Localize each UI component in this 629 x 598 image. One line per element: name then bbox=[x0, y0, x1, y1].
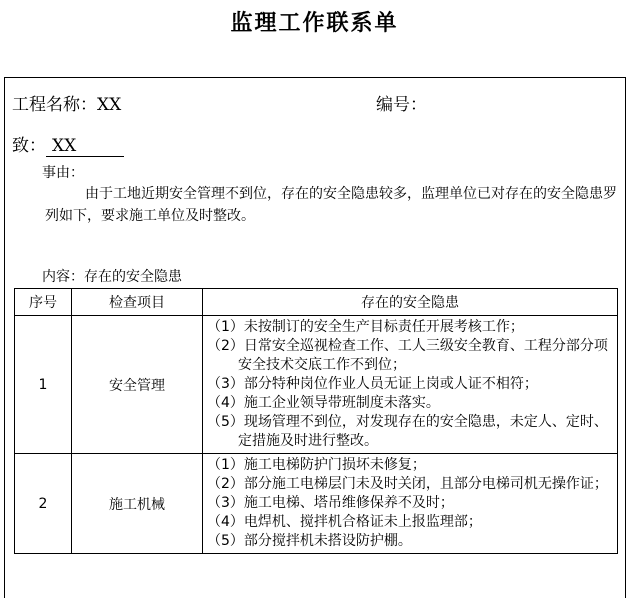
project-value: XX bbox=[97, 95, 122, 115]
row-seq: 2 bbox=[15, 454, 72, 554]
issue-item: （5）部分搅拌机未搭设防护棚。 bbox=[207, 533, 412, 549]
table-row bbox=[15, 316, 618, 454]
table-header-row bbox=[15, 289, 618, 316]
number-row bbox=[376, 90, 427, 115]
issue-item: （1）施工电梯防护门损坏未修复； bbox=[207, 457, 426, 473]
row-issues bbox=[203, 316, 618, 454]
to-value: XX bbox=[46, 136, 124, 157]
number-label: 编号： bbox=[376, 95, 427, 115]
reason-text: 由于工地近期安全管理不到位，存在的安全隐患较多，监理单位已对存在的安全隐患罗列如下，要求施工单位及时整改。 bbox=[45, 186, 617, 224]
header-seq: 序号 bbox=[15, 289, 72, 316]
project-row bbox=[12, 90, 121, 115]
hazard-table bbox=[14, 288, 618, 554]
to-label: 致： bbox=[12, 136, 46, 156]
content-label: 内容：存在的安全隐患 bbox=[42, 269, 182, 285]
header-item: 检查项目 bbox=[72, 289, 203, 316]
issue-item: （1）未按制订的安全生产目标责任开展考核工作； bbox=[207, 319, 524, 335]
issue-item: （2）日常安全巡视检查工作、工人三级安全教育、工程分部分项安全技术交底工作不到位； bbox=[207, 338, 608, 373]
row-seq: 1 bbox=[15, 316, 72, 454]
document-title: 监理工作联系单 bbox=[230, 10, 399, 36]
reason-label: 事由： bbox=[42, 165, 84, 181]
issue-item: （3）施工电梯、塔吊维修保养不及时； bbox=[207, 495, 454, 511]
issue-item: （4）电焊机、搅拌机合格证未上报监理部； bbox=[207, 514, 482, 530]
header-issues: 存在的安全隐患 bbox=[203, 289, 618, 316]
issue-item: （4）施工企业领导带班制度未落实。 bbox=[207, 395, 440, 411]
to-row bbox=[12, 131, 124, 157]
issue-item: （2）部分施工电梯层门未及时关闭，且部分电梯司机无操作证； bbox=[207, 476, 608, 492]
issue-item: （3）部分特种岗位作业人员无证上岗或人证不相符； bbox=[207, 376, 538, 392]
row-issues bbox=[203, 454, 618, 554]
project-label: 工程名称： bbox=[12, 95, 97, 115]
issue-item: （5）现场管理不到位，对发现存在的安全隐患，未定人、定时、定措施及时进行整改。 bbox=[207, 414, 608, 449]
row-item: 施工机械 bbox=[72, 454, 203, 554]
row-item: 安全管理 bbox=[72, 316, 203, 454]
table-row bbox=[15, 454, 618, 554]
